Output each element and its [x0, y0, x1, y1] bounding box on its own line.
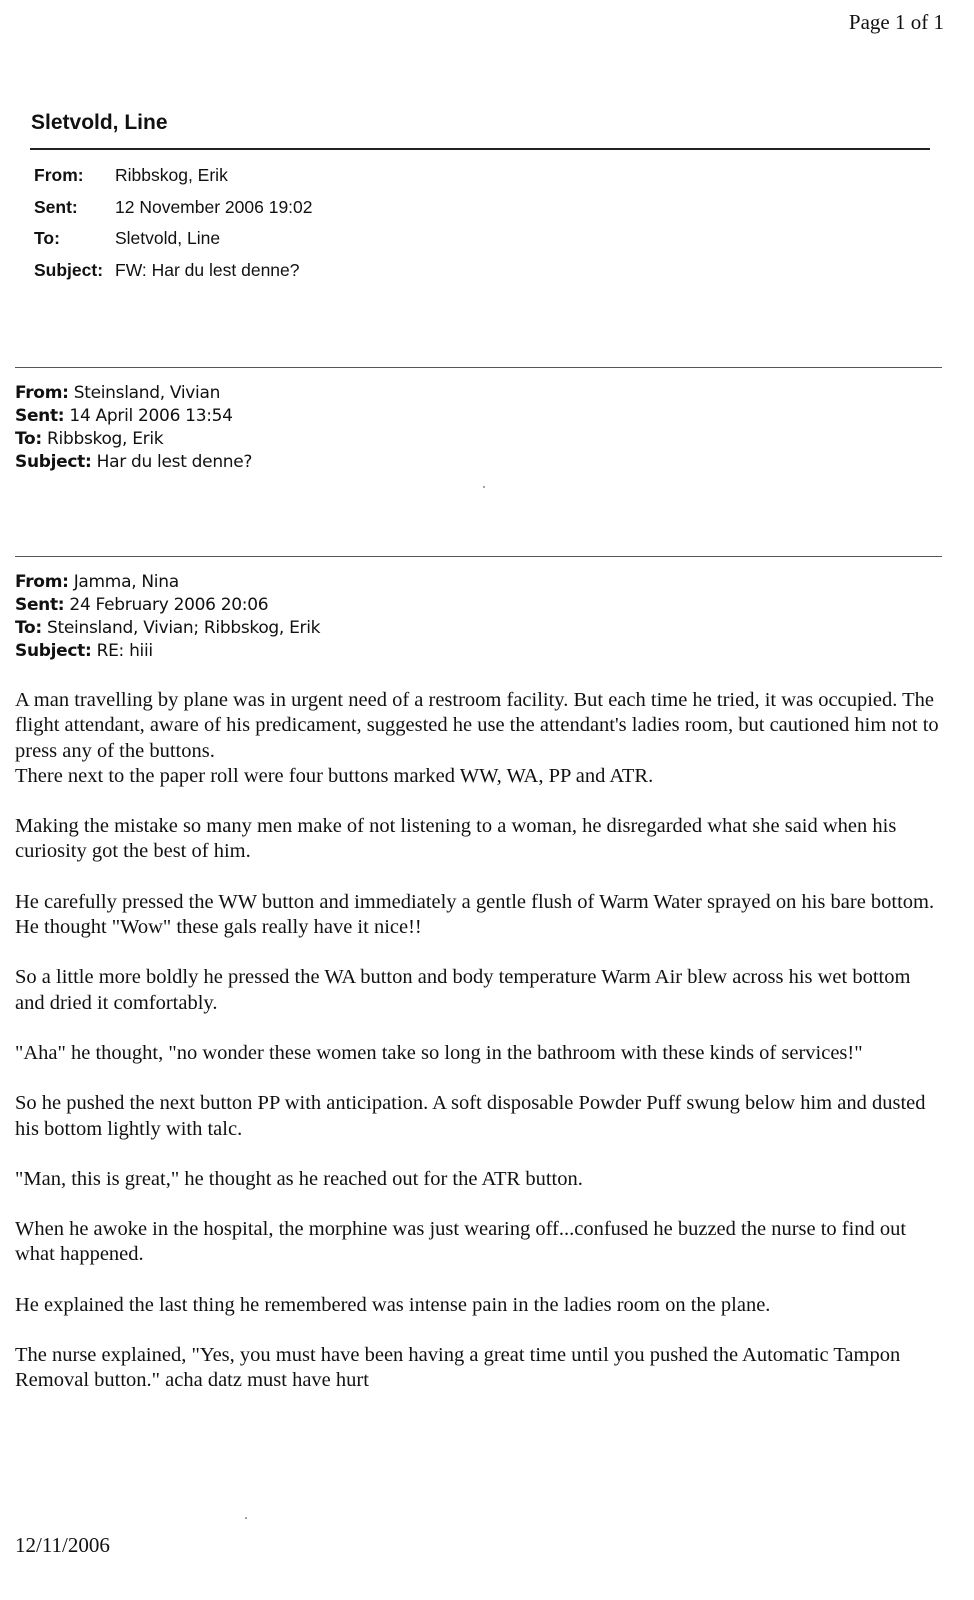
to-row — [34, 223, 313, 255]
forward-1-to-value: Ribbskog, Erik — [47, 429, 164, 449]
paragraph-6: So he pushed the next button PP with anticipation. A soft disposable Powder Puff swung below him and dusted his bottom lightly with talc. — [15, 1092, 926, 1140]
forward-2-subject-label: Subject: — [15, 641, 92, 661]
forward-2-to — [15, 617, 320, 640]
to-label: To: — [34, 228, 60, 248]
subject-value: FW: Har du lest denne? — [115, 259, 300, 280]
forward-1-from-value: Steinsland, Vivian — [73, 383, 221, 403]
paragraph-10: The nurse explained, "Yes, you must have been having a great time until you pushed the Automatic Tampon Removal button." acha datz must have hurt — [15, 1344, 901, 1392]
message-body — [15, 688, 945, 1419]
page-number: Page 1 of 1 — [848, 10, 944, 34]
forward-1-subject — [15, 451, 252, 474]
forward-2-header — [15, 571, 320, 663]
forward-1-header — [15, 382, 252, 474]
paragraph-1 — [15, 688, 945, 789]
top-message-header — [34, 160, 313, 286]
forward-2-to-value: Steinsland, Vivian; Ribbskog, Erik — [47, 618, 321, 638]
scan-speck-2 — [245, 1517, 247, 1519]
forward-1-sent-label: Sent: — [15, 406, 65, 426]
sent-row — [34, 192, 313, 224]
paragraph-3: He carefully pressed the WW button and immediately a gentle flush of Warm Water sprayed on his bare bottom. He thought "Wow" these gals really have it nice!! — [15, 890, 935, 939]
forward-1-sent — [15, 405, 252, 428]
from-value: Ribbskog, Erik — [115, 165, 228, 185]
footer-date: 12/11/2006 — [15, 1533, 110, 1557]
from-row — [34, 160, 313, 192]
forward-1-from-label: From: — [15, 383, 69, 403]
sent-label: Sent: — [34, 196, 78, 217]
paragraph-5: "Aha" he thought, "no wonder these women take so long in the bathroom with these kinds of services!" — [15, 1041, 863, 1064]
forward-2-divider — [15, 556, 942, 557]
forward-1-to-label: To: — [15, 429, 42, 449]
scan-speck — [483, 486, 485, 488]
paragraph-1-buttons-line: There next to the paper roll were four buttons marked WW, WA, PP and ATR. — [15, 764, 654, 787]
sent-value: 12 November 2006 19:02 — [115, 196, 313, 217]
paragraph-2: Making the mistake so many men make of not listening to a woman, he disregarded what she said when his curiosity got the best of him. — [15, 815, 897, 863]
mailbox-owner-name: Sletvold, Line — [31, 111, 168, 134]
forward-1-subject-value: Har du lest denne? — [96, 452, 253, 472]
subject-row — [34, 255, 313, 287]
to-value: Sletvold, Line — [115, 228, 221, 248]
forward-1-divider — [15, 367, 942, 368]
forward-1-from — [15, 382, 252, 405]
forward-2-from — [15, 571, 320, 594]
forward-1-to — [15, 428, 252, 451]
paragraph-8: When he awoke in the hospital, the morphine was just wearing off...confused he buzzed the nurse to find out what happened. — [15, 1218, 907, 1266]
paragraph-1-text: A man travelling by plane was in urgent need of a restroom facility. But each time he tried, it was occupied. The flight attendant, aware of his predicament, suggested he use the attendant's ladies room, but cautioned him not to press any of the buttons. — [15, 689, 939, 762]
paragraph-9: He explained the last thing he remembered was intense pain in the ladies room on the plane. — [15, 1293, 771, 1316]
header-divider — [30, 148, 930, 150]
forward-2-from-value: Jamma, Nina — [73, 572, 179, 592]
forward-1-sent-value: 14 April 2006 13:54 — [69, 406, 233, 426]
from-label: From: — [34, 165, 84, 185]
paragraph-7: "Man, this is great," he thought as he reached out for the ATR button. — [15, 1167, 583, 1190]
forward-2-subject — [15, 640, 320, 663]
forward-2-from-label: From: — [15, 572, 69, 592]
forward-2-sent-value: 24 February 2006 20:06 — [69, 595, 269, 615]
forward-1-subject-label: Subject: — [15, 452, 92, 472]
forward-2-to-label: To: — [15, 618, 42, 638]
forward-2-subject-value: RE: hiii — [96, 641, 153, 661]
paragraph-4: So a little more boldly he pressed the WA button and body temperature Warm Air blew across his wet bottom and dried it comfortably. — [15, 966, 911, 1014]
forward-2-sent-label: Sent: — [15, 595, 65, 615]
forward-2-sent — [15, 594, 320, 617]
subject-label: Subject: — [34, 259, 104, 280]
